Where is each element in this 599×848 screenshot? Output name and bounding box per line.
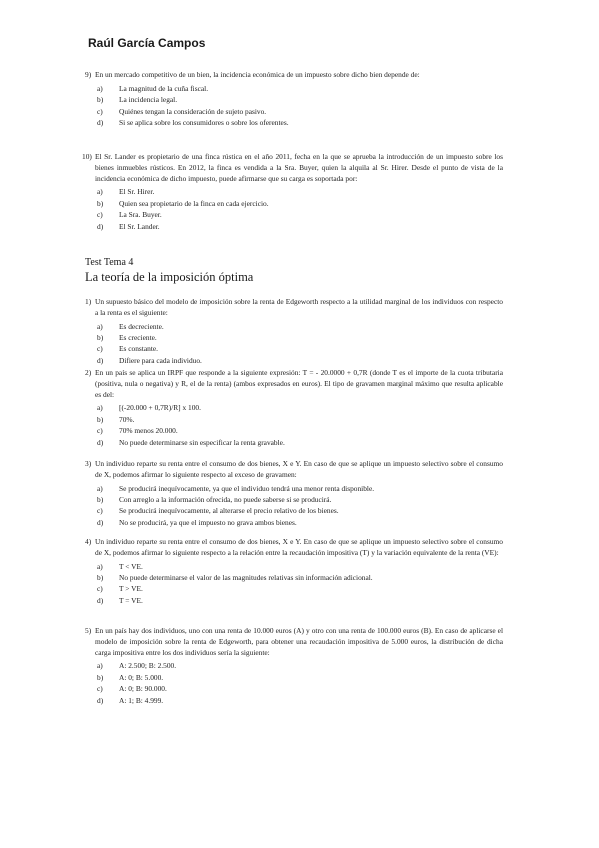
option-letter: c)	[97, 426, 103, 436]
option-letter: a)	[97, 83, 103, 93]
option-text: El Sr. Lander.	[119, 221, 160, 231]
option-text: No puede determinarse el valor de las magnitudes relativas sin información adicional.	[119, 573, 373, 582]
option-text: A: 0; B: 90.000.	[119, 684, 167, 694]
option-text: A: 1; B: 4.999.	[119, 695, 164, 705]
option-letter: b)	[97, 333, 104, 342]
option-text: Se producirá inequívocamente, al alterarse el precio relativo de los bienes.	[119, 506, 339, 516]
option-letter: a)	[97, 187, 103, 197]
options-list	[95, 483, 503, 529]
question-text: En un país hay dos individuos, uno con una renta de 10.000 euros (A) y otro con una renta de 100.000 euros (B). En caso de aplicarse el modelo de imposición sobre la renta de Edgeworth, para obtener una recaudación impositiva de 5.000 euros, la distribución de dicha carga impositiva entre los dos individuos sería la siguiente:	[95, 626, 503, 657]
option-letter: c)	[97, 344, 103, 354]
options-list	[95, 83, 503, 129]
option	[95, 437, 503, 448]
option-text: Es decreciente.	[119, 321, 164, 331]
option	[95, 186, 503, 197]
question-number: 3)	[85, 459, 92, 468]
option	[95, 572, 503, 583]
section-title: La teoría de la imposición óptima	[85, 270, 254, 284]
option	[95, 83, 503, 94]
option-text: 70%.	[119, 414, 135, 424]
question-9	[85, 70, 503, 128]
option-text: T < VE.	[119, 561, 143, 571]
option-text: No puede determinarse sin especificar la renta gravable.	[119, 437, 285, 447]
option-text: No se producirá, ya que el impuesto no grava ambos bienes.	[119, 517, 297, 527]
option-letter: c)	[97, 684, 103, 694]
question-2	[85, 368, 503, 448]
option	[95, 94, 503, 105]
option-text: Si se aplica sobre los consumidores o sobre los oferentes.	[119, 118, 289, 128]
option-letter: c)	[97, 584, 103, 594]
option-text: T > VE.	[119, 584, 143, 594]
options-list	[95, 402, 503, 448]
option	[95, 494, 503, 505]
option-letter: b)	[97, 573, 104, 582]
option-text: Se producirá inequívocamente, ya que el individuo tendrá una menor renta disponible.	[119, 483, 375, 493]
question-number: 5)	[85, 626, 92, 635]
option-text: El Sr. Hirer.	[119, 187, 155, 197]
option	[95, 332, 503, 343]
option-letter: b)	[97, 414, 104, 424]
option-text: La magnitud de la cuña fiscal.	[119, 83, 209, 93]
options-list	[95, 660, 503, 706]
option	[95, 683, 503, 694]
question-text: Un individuo reparte su renta entre el consumo de dos bienes, X e Y. En caso de que se aplique un impuesto selectivo sobre el consumo de X, podemos afirmar lo siguiente respecto al exceso de gravamen:	[95, 459, 503, 479]
option-letter: b)	[97, 198, 104, 208]
question-10	[82, 152, 503, 232]
option-letter: d)	[97, 695, 104, 705]
option	[95, 425, 503, 436]
option	[95, 660, 503, 671]
option-text: Con arreglo a la información ofrecida, no puede saberse si se producirá.	[119, 495, 332, 504]
option-letter: a)	[97, 483, 103, 493]
option-letter: d)	[97, 437, 104, 447]
option	[95, 505, 503, 516]
option-text: [(-20.000 + 0,7R)/R] x 100.	[119, 403, 201, 413]
option	[95, 321, 503, 332]
option-letter: b)	[97, 672, 104, 682]
question-number: 10)	[82, 152, 92, 161]
question-5	[85, 626, 503, 706]
question-4	[85, 537, 503, 606]
test-label: Test Tema 4	[85, 257, 134, 268]
option	[95, 355, 503, 366]
option-letter: b)	[97, 495, 104, 504]
option-text: Difiere para cada individuo.	[119, 355, 202, 365]
option-text: Quiénes tengan la consideración de sujeto pasivo.	[119, 106, 267, 116]
question-number: 2)	[85, 368, 92, 377]
options-list	[95, 561, 503, 607]
option-letter: c)	[97, 506, 103, 516]
option-text: Es creciente.	[119, 333, 157, 342]
option-text: A: 0; B: 5.000.	[119, 672, 164, 682]
option-letter: b)	[97, 95, 104, 105]
question-number: 4)	[85, 537, 92, 546]
option-letter: a)	[97, 561, 103, 571]
option	[95, 209, 503, 220]
option-text: Quien sea propietario de la finca en cada ejercicio.	[119, 198, 269, 208]
option-letter: a)	[97, 321, 103, 331]
option	[95, 561, 503, 572]
question-number: 1)	[85, 297, 92, 306]
option-text: La Sra. Buyer.	[119, 210, 162, 220]
option	[95, 672, 503, 683]
option-text: Es constante.	[119, 344, 158, 354]
option	[95, 221, 503, 232]
option	[95, 198, 503, 209]
option-letter: d)	[97, 118, 104, 128]
option-letter: a)	[97, 403, 103, 413]
options-list	[95, 321, 503, 367]
option-text: 70% menos 20.000.	[119, 426, 178, 436]
question-text: En un país se aplica un IRPF que responde a la siguiente expresión: T = - 20.0000 + 0,7R (donde T es el importe de la cuota tributaria (positiva, nula o negativa) y R, el de la renta) (ambos expresados en euros). El tipo de gravamen marginal máximo que resulta aplicable es del:	[95, 368, 503, 399]
option	[95, 343, 503, 354]
option-letter: d)	[97, 595, 104, 605]
option-letter: d)	[97, 517, 104, 527]
option	[95, 695, 503, 706]
option	[95, 414, 503, 425]
option-letter: d)	[97, 221, 104, 231]
option	[95, 402, 503, 413]
option	[95, 106, 503, 117]
option-letter: a)	[97, 661, 103, 671]
option-text: A: 2.500; B: 2.500.	[119, 661, 177, 671]
option	[95, 517, 503, 528]
option-letter: c)	[97, 210, 103, 220]
option	[95, 595, 503, 606]
option-text: T = VE.	[119, 595, 143, 605]
question-text: En un mercado competitivo de un bien, la incidencia económica de un impuesto sobre dicho bien depende de:	[95, 70, 420, 79]
option-letter: d)	[97, 355, 104, 365]
question-text: Un supuesto básico del modelo de imposición sobre la renta de Edgeworth respecto a la utilidad marginal de los individuos con respecto a la renta es el siguiente:	[95, 297, 503, 317]
option	[95, 583, 503, 594]
option-letter: c)	[97, 106, 103, 116]
options-list	[95, 186, 503, 232]
option-text: La incidencia legal.	[119, 95, 178, 105]
question-text: Un individuo reparte su renta entre el consumo de dos bienes, X e Y. En caso de que se aplique un impuesto selectivo sobre el consumo de X, podemos afirmar lo siguiente respecto a la relación entre la recaudación impositiva (T) y la variación equivalente de la renta (VE):	[95, 537, 503, 557]
question-number: 9)	[85, 70, 92, 79]
question-3	[85, 459, 503, 528]
question-text: El Sr. Lander es propietario de una finca rústica en el año 2011, fecha en la que se aprueba la introducción de un impuesto sobre los bienes inmuebles rústicos. En 2012, la finca es vendida a la Sra. Buyer, quien la alquila al Sr. Hirer. Desde el punto de vista de la incidencia económica de dicho impuesto, puede afirmarse que su carga es soportada por:	[95, 152, 503, 183]
question-1	[85, 297, 503, 366]
option	[95, 483, 503, 494]
author-name: Raúl García Campos	[88, 36, 206, 50]
option	[95, 117, 503, 128]
